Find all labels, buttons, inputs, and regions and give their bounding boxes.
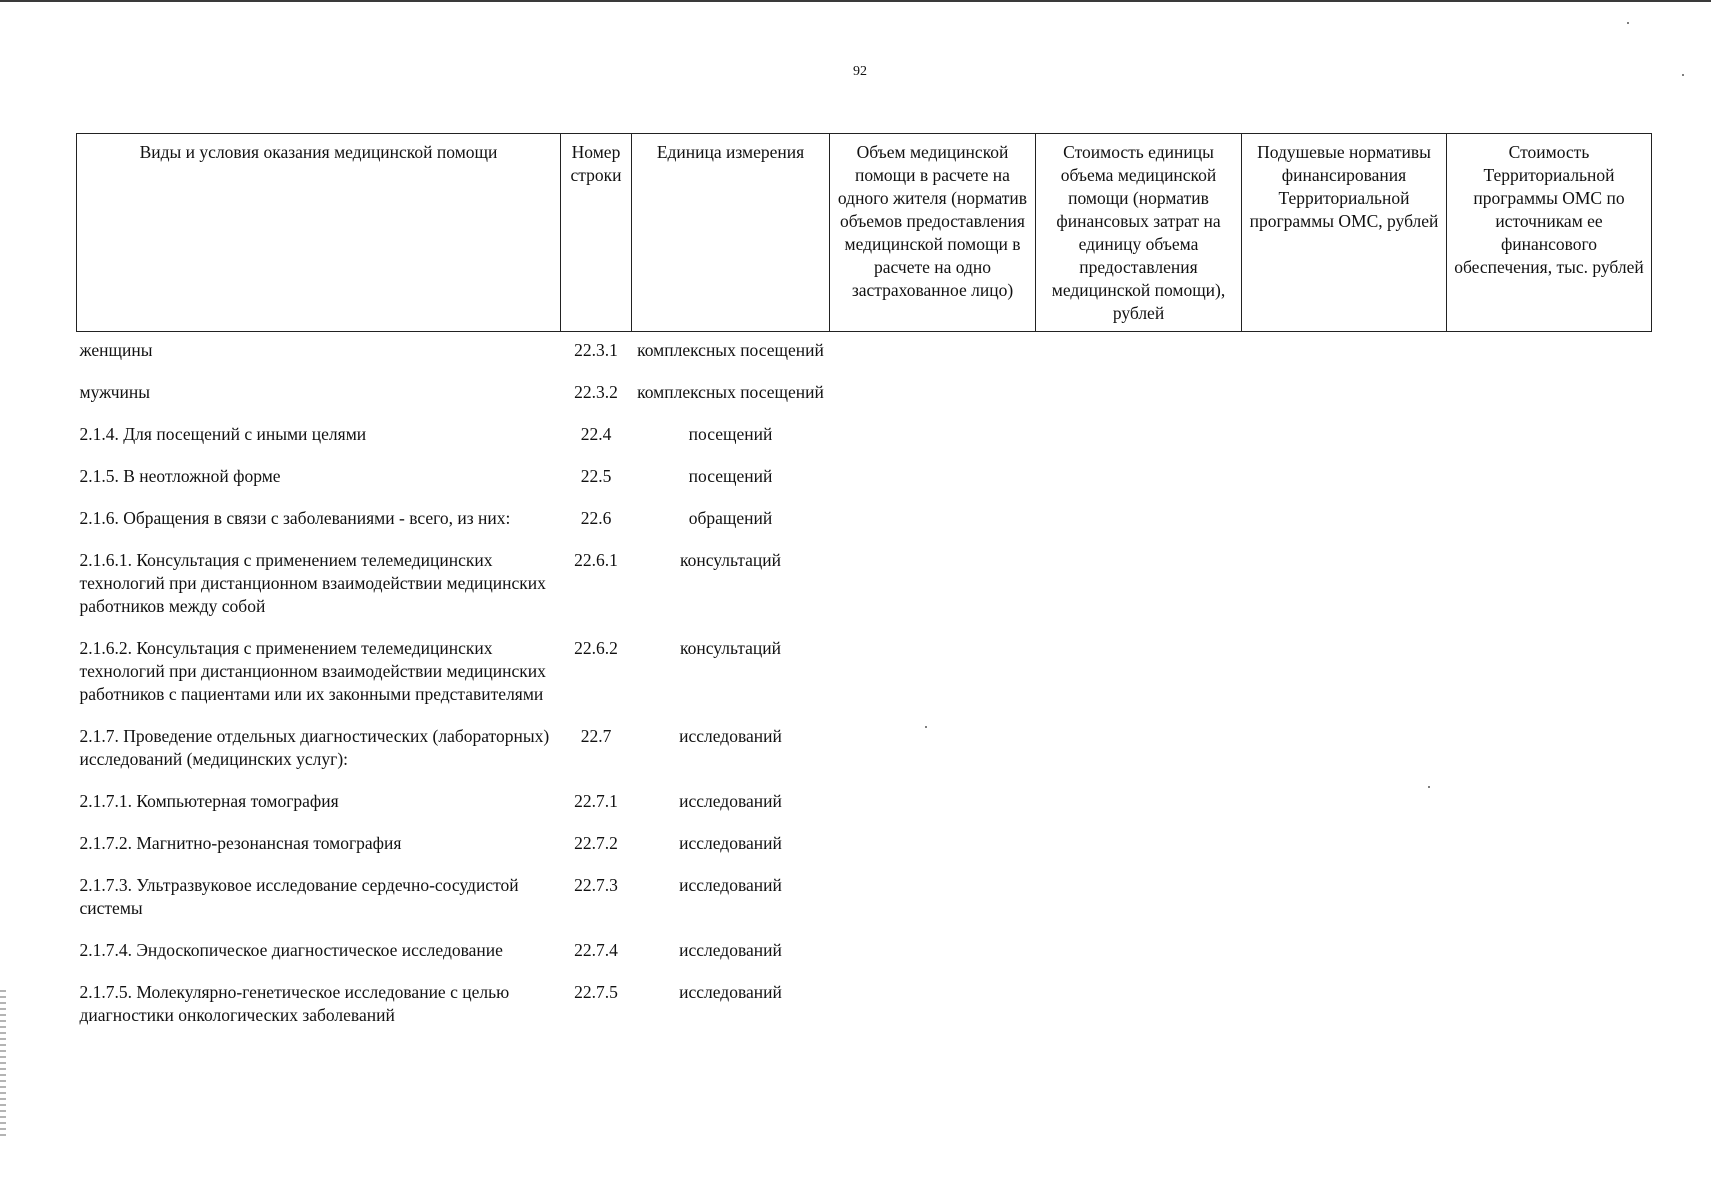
- row-name: 2.1.7.2. Магнитно-резонансная томография: [79, 833, 402, 853]
- row-name: 2.1.5. В неотложной форме: [79, 466, 281, 486]
- row-empty-cell: [1447, 825, 1652, 867]
- scan-speck: [1428, 786, 1430, 788]
- row-number: 22.5: [580, 466, 612, 486]
- row-empty-cell: [1242, 783, 1447, 825]
- table-row: [77, 374, 1652, 416]
- row-name: 2.1.7.4. Эндоскопическое диагностическое исследование: [79, 940, 503, 960]
- row-empty-cell: [1447, 630, 1652, 718]
- header-program-cost: Стоимость Территориальной программы ОМС по источникам ее финансового обеспечения, тыс. рублей: [1447, 134, 1652, 332]
- row-empty-cell: [1242, 867, 1447, 932]
- row-empty-cell: [1036, 458, 1242, 500]
- program-cost-table: [76, 133, 1652, 1039]
- row-empty-cell: [830, 783, 1036, 825]
- row-empty-cell: [1036, 416, 1242, 458]
- table-row: [77, 974, 1652, 1039]
- row-empty-cell: [1447, 500, 1652, 542]
- row-empty-cell: [830, 374, 1036, 416]
- row-name: 2.1.7. Проведение отдельных диагностических (лабораторных) исследований (медицинских услуг):: [79, 726, 550, 769]
- row-empty-cell: [830, 718, 1036, 783]
- row-empty-cell: [1447, 458, 1652, 500]
- row-number: 22.6: [580, 508, 612, 528]
- row-name: 2.1.7.3. Ультразвуковое исследование сердечно-сосудистой системы: [79, 875, 519, 918]
- row-empty-cell: [1242, 416, 1447, 458]
- table-row: [77, 458, 1652, 500]
- row-empty-cell: [1447, 332, 1652, 375]
- row-unit: исследований: [679, 940, 782, 960]
- row-empty-cell: [1242, 458, 1447, 500]
- row-unit: исследований: [679, 875, 782, 895]
- row-name: 2.1.6.2. Консультация с применением телемедицинских технологий при дистанционном взаимодействии медицинских работников с пациентами или их законными представителями: [79, 638, 546, 704]
- table-row: [77, 416, 1652, 458]
- row-empty-cell: [1036, 974, 1242, 1039]
- header-unit-cost: Стоимость единицы объема медицинской помощи (норматив финансовых затрат на единицу объема предоставления медицинской помощи), рублей: [1036, 134, 1242, 332]
- table-header-row: [77, 134, 1652, 332]
- row-unit: консультаций: [679, 550, 782, 570]
- row-empty-cell: [830, 416, 1036, 458]
- row-number: 22.3.1: [574, 340, 618, 360]
- row-empty-cell: [830, 332, 1036, 375]
- row-empty-cell: [1447, 374, 1652, 416]
- row-number: 22.7.4: [574, 940, 618, 960]
- row-empty-cell: [1242, 332, 1447, 375]
- row-unit: исследований: [679, 982, 782, 1002]
- row-unit: комплексных посещений: [637, 340, 824, 360]
- row-name: 2.1.4. Для посещений с иными целями: [79, 424, 367, 444]
- header-volume-per-capita: Объем медицинской помощи в расчете на одного жителя (норматив объемов предоставления медицинской помощи в расчете на одно застрахованное лицо): [830, 134, 1036, 332]
- row-number: 22.7: [580, 726, 612, 746]
- row-empty-cell: [1447, 932, 1652, 974]
- row-unit: исследований: [679, 833, 782, 853]
- row-empty-cell: [1447, 718, 1652, 783]
- row-unit: обращений: [688, 508, 773, 528]
- scan-left-edge: [0, 990, 6, 1140]
- row-empty-cell: [1242, 630, 1447, 718]
- header-care-types: Виды и условия оказания медицинской помощи: [77, 134, 561, 332]
- row-unit: исследований: [679, 726, 782, 746]
- scan-speck: [1682, 74, 1684, 76]
- row-empty-cell: [1036, 542, 1242, 630]
- row-empty-cell: [830, 974, 1036, 1039]
- row-empty-cell: [1036, 630, 1242, 718]
- row-empty-cell: [1242, 974, 1447, 1039]
- row-empty-cell: [1242, 932, 1447, 974]
- row-empty-cell: [830, 542, 1036, 630]
- row-empty-cell: [1242, 542, 1447, 630]
- row-name: 2.1.7.1. Компьютерная томография: [79, 791, 339, 811]
- row-name: женщины: [79, 340, 153, 360]
- table-row: [77, 718, 1652, 783]
- scan-speck: [925, 726, 927, 728]
- row-number: 22.4: [580, 424, 612, 444]
- header-per-capita-norms: Подушевые нормативы финансирования Территориальной программы ОМС, рублей: [1242, 134, 1447, 332]
- row-empty-cell: [1242, 374, 1447, 416]
- row-name: 2.1.6.1. Консультация с применением телемедицинских технологий при дистанционном взаимодействии медицинских работников между собой: [79, 550, 546, 616]
- row-number: 22.7.3: [574, 875, 618, 895]
- row-empty-cell: [830, 825, 1036, 867]
- row-empty-cell: [830, 867, 1036, 932]
- row-unit: посещений: [688, 466, 773, 486]
- row-empty-cell: [1036, 783, 1242, 825]
- header-unit: Единица измерения: [632, 134, 830, 332]
- row-empty-cell: [830, 500, 1036, 542]
- row-empty-cell: [1036, 374, 1242, 416]
- table-row: [77, 332, 1652, 375]
- row-name: 2.1.7.5. Молекулярно-генетическое исследование с целью диагностики онкологических заболеваний: [79, 982, 510, 1025]
- row-empty-cell: [1447, 867, 1652, 932]
- row-number: 22.7.1: [574, 791, 618, 811]
- row-empty-cell: [1447, 783, 1652, 825]
- row-empty-cell: [830, 630, 1036, 718]
- row-empty-cell: [1036, 932, 1242, 974]
- row-empty-cell: [1036, 867, 1242, 932]
- row-unit: посещений: [688, 424, 773, 444]
- row-number: 22.3.2: [574, 382, 618, 402]
- row-number: 22.6.1: [574, 550, 618, 570]
- header-row-number: Номер строки: [561, 134, 632, 332]
- row-number: 22.6.2: [574, 638, 618, 658]
- table-row: [77, 825, 1652, 867]
- row-unit: комплексных посещений: [637, 382, 824, 402]
- row-empty-cell: [1036, 718, 1242, 783]
- row-empty-cell: [1447, 542, 1652, 630]
- row-empty-cell: [1036, 332, 1242, 375]
- row-unit: консультаций: [679, 638, 782, 658]
- row-unit: исследований: [679, 791, 782, 811]
- page-number: 92: [853, 64, 867, 79]
- table-row: [77, 542, 1652, 630]
- row-empty-cell: [1447, 974, 1652, 1039]
- table-row: [77, 783, 1652, 825]
- scan-top-edge: [0, 0, 1711, 2]
- row-empty-cell: [830, 932, 1036, 974]
- row-name: мужчины: [79, 382, 151, 402]
- table-row: [77, 867, 1652, 932]
- table-row: [77, 630, 1652, 718]
- row-number: 22.7.2: [574, 833, 618, 853]
- row-empty-cell: [1242, 500, 1447, 542]
- row-empty-cell: [830, 458, 1036, 500]
- table-row: [77, 500, 1652, 542]
- row-empty-cell: [1036, 500, 1242, 542]
- row-empty-cell: [1447, 416, 1652, 458]
- scan-speck: [1627, 22, 1629, 24]
- row-empty-cell: [1036, 825, 1242, 867]
- row-number: 22.7.5: [574, 982, 618, 1002]
- row-name: 2.1.6. Обращения в связи с заболеваниями - всего, из них:: [79, 508, 511, 528]
- row-empty-cell: [1242, 825, 1447, 867]
- table-row: [77, 932, 1652, 974]
- row-empty-cell: [1242, 718, 1447, 783]
